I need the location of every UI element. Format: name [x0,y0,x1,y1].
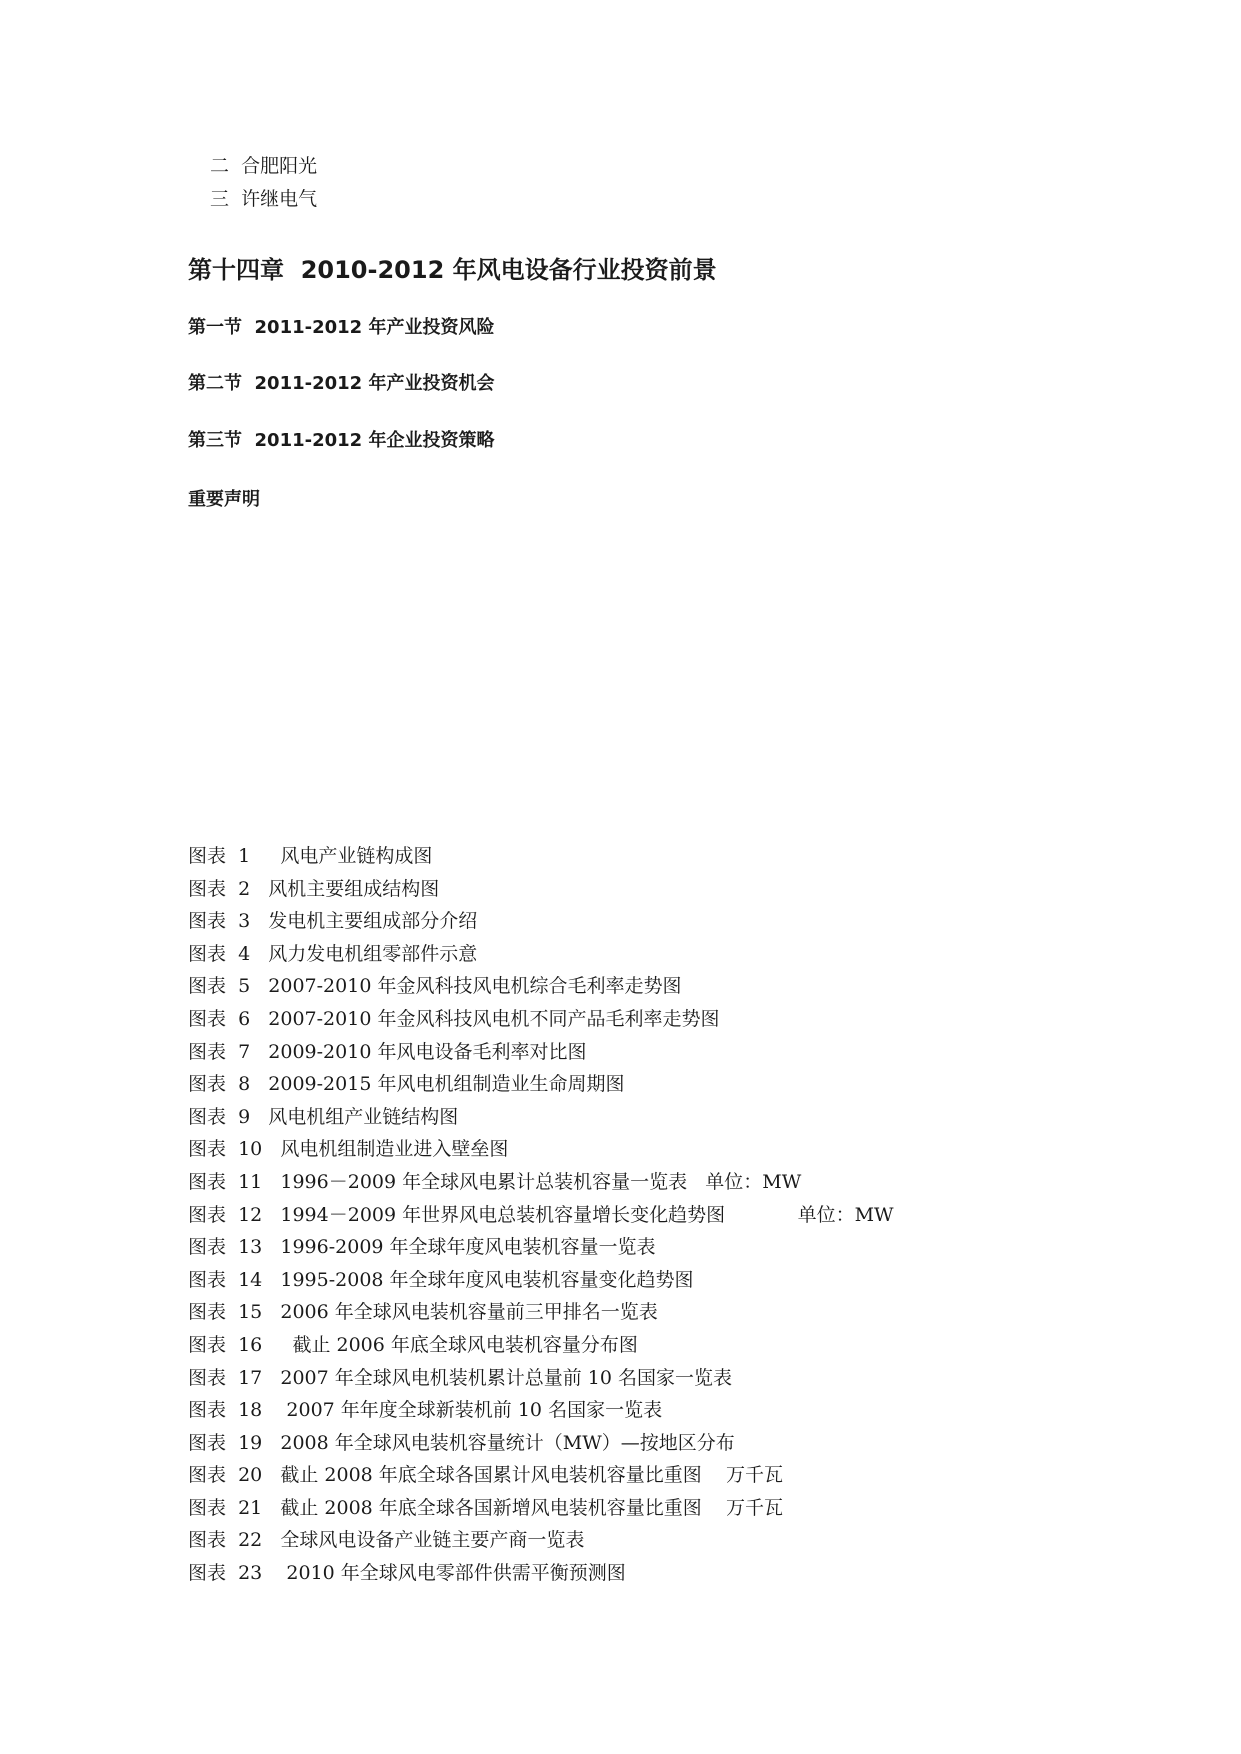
figure-list-item: 图表 23 2010 年全球风电零部件供需平衡预测图 [188,1562,626,1585]
toc-subitem-xj-electric: 三 许继电气 [210,188,318,210]
figure-list-item: 图表 9 风电机组产业链结构图 [188,1105,459,1128]
figure-list-item: 图表 3 发电机主要组成部分介绍 [188,910,478,933]
section-heading-2: 第二节 2011-2012 年产业投资机会 [188,373,495,394]
figure-list-item: 图表 21 截止 2008 年底全球各国新增风电装机容量比重图 万千瓦 [188,1496,783,1519]
figure-list-item: 图表 19 2008 年全球风电装机容量统计（MW）—按地区分布 [188,1431,735,1454]
figure-list-item: 图表 11 1996－2009 年全球风电累计总装机容量一览表 单位：MW [188,1170,802,1193]
figure-list-item: 图表 8 2009-2015 年风电机组制造业生命周期图 [188,1073,625,1096]
figure-list-item: 图表 22 全球风电设备产业链主要产商一览表 [188,1529,585,1552]
figure-list-item: 图表 7 2009-2010 年风电设备毛利率对比图 [188,1040,587,1063]
figure-list-item: 图表 6 2007-2010 年金风科技风电机不同产品毛利率走势图 [188,1007,720,1030]
figure-list-item: 图表 18 2007 年年度全球新装机前 10 名国家一览表 [188,1399,663,1422]
declaration-heading: 重要声明 [188,489,260,510]
figure-list-item: 图表 13 1996-2009 年全球年度风电装机容量一览表 [188,1236,656,1259]
toc-subitem-hefei-sungrow: 二 合肥阳光 [210,155,318,177]
figure-list-item: 图表 4 风力发电机组零部件示意 [188,942,478,965]
figure-list-item: 图表 5 2007-2010 年金风科技风电机综合毛利率走势图 [188,975,682,998]
section-heading-3: 第三节 2011-2012 年企业投资策略 [188,430,495,451]
figure-list-item: 图表 12 1994－2009 年世界风电总装机容量增长变化趋势图 单位：MW [188,1203,894,1226]
figure-list [188,840,894,1590]
figure-list-item: 图表 20 截止 2008 年底全球各国累计风电装机容量比重图 万千瓦 [188,1464,783,1487]
figure-list-item: 图表 10 风电机组制造业进入壁垒图 [188,1138,509,1161]
section-heading-1: 第一节 2011-2012 年产业投资风险 [188,317,495,338]
figure-list-item: 图表 1 风电产业链构成图 [188,845,433,867]
figure-list-item: 图表 2 风机主要组成结构图 [188,877,440,900]
figure-list-item: 图表 14 1995-2008 年全球年度风电装机容量变化趋势图 [188,1268,694,1291]
figure-list-item: 图表 15 2006 年全球风电装机容量前三甲排名一览表 [188,1301,658,1324]
figure-list-item: 图表 16 截止 2006 年底全球风电装机容量分布图 [188,1333,638,1356]
chapter-title: 第十四章 2010-2012 年风电设备行业投资前景 [188,256,717,284]
figure-list-item: 图表 17 2007 年全球风电机装机累计总量前 10 名国家一览表 [188,1366,733,1389]
